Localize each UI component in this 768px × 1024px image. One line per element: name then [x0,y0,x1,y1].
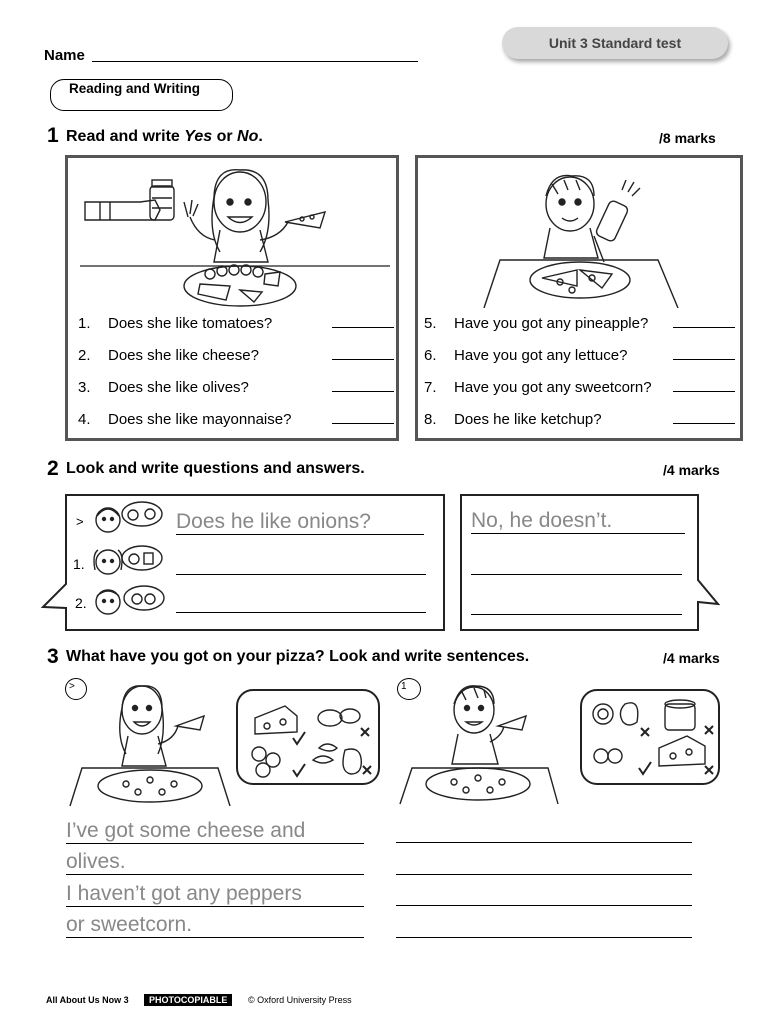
exercise-2-number: 2 [47,457,59,480]
exercise-1-number: 1 [47,124,59,147]
answer-line[interactable] [66,937,364,938]
question-number: 8. [424,411,437,428]
answer-line[interactable] [471,614,682,615]
exercise-1-left-questions [78,315,394,443]
question-row [78,347,394,379]
answer-blank[interactable] [673,423,735,424]
exercise-1-title: Read and write Yes or No. [66,128,263,145]
girl-pizza-illustration [66,680,236,808]
exercise-2-title: Look and write questions and answers. [66,460,365,477]
exercise-3-title: What have you got on your pizza? Look and write sentences. [66,648,530,665]
question-number: 7. [424,379,437,396]
answer-blank[interactable] [673,359,735,360]
example-question-text: Does he like onions? [176,510,371,533]
exercise-1-right-questions [424,315,740,443]
girl-eating-pizza-illustration [80,162,390,310]
exercise-1-right-panel [415,155,743,441]
question-number: 5. [424,315,437,332]
exercise-3-number: 3 [47,645,59,668]
question-text: Have you got any lettuce? [454,347,628,364]
unit-title-badge: Unit 3 Standard test [502,27,728,59]
answer-line[interactable] [396,842,692,843]
name-write-line[interactable] [92,61,418,62]
answer-line[interactable] [396,905,692,906]
example-sentence-line: I haven’t got any peppers [66,882,302,905]
question-row [424,347,740,379]
row-label-1: 1. [73,556,85,572]
exercise-3-marks: /4 marks [663,650,720,666]
question-row [78,411,394,443]
exercise-1-left-panel [65,155,399,441]
left-ingredients-bubble [235,688,381,786]
question-text: Have you got any sweetcorn? [454,379,652,396]
answer-line[interactable] [396,937,692,938]
question-text: Have you got any pineapple? [454,315,649,332]
answer-line[interactable] [396,874,692,875]
answer-blank[interactable] [332,423,394,424]
question-number: 3. [78,379,91,396]
answer-line[interactable] [66,906,364,907]
answer-line[interactable] [66,843,364,844]
answer-blank[interactable] [332,359,394,360]
answer-blank[interactable] [673,391,735,392]
answer-line[interactable] [66,874,364,875]
question-number: 4. [78,411,91,428]
question-text: Does she like cheese? [108,347,259,364]
question-row [424,315,740,347]
question-number: 1. [78,315,91,332]
boy-with-ketchup-illustration [462,166,722,308]
answer-line[interactable] [471,574,682,575]
question-row [424,411,740,443]
answer-line[interactable] [176,574,426,575]
question-row [78,315,394,347]
section-tab-reading-writing: Reading and Writing [50,79,233,111]
answer-blank[interactable] [332,391,394,392]
exercise-1-marks: /8 marks [659,130,716,146]
example-sentence-line: olives. [66,850,126,873]
question-row [78,379,394,411]
item-marker-1: 1 [397,678,421,700]
answer-blank[interactable] [673,327,735,328]
answer-line[interactable] [176,612,426,613]
question-text: Does she like mayonnaise? [108,411,292,428]
question-number: 2. [78,347,91,364]
footer-book-title: All About Us Now 3 [46,995,129,1005]
question-row [424,379,740,411]
question-text: Does she like olives? [108,379,249,396]
question-number: 6. [424,347,437,364]
answer-blank[interactable] [332,327,394,328]
name-label: Name [44,47,85,64]
exercise-2-marks: /4 marks [663,462,720,478]
answer-line[interactable] [176,534,424,535]
photocopiable-badge: PHOTOCOPIABLE [144,994,232,1006]
example-sentence-line: I’ve got some cheese and [66,819,306,842]
row-label-2: 2. [75,595,87,611]
example-marker: > [65,678,87,700]
boy-pizza-illustration [398,680,562,806]
example-sentence-line: or sweetcorn. [66,913,193,936]
question-text: Does she like tomatoes? [108,315,273,332]
example-row-label: > [76,514,84,529]
question-text: Does he like ketchup? [454,411,602,428]
example-answer-text: No, he doesn’t. [471,509,613,532]
right-ingredients-bubble [579,688,721,786]
answer-line[interactable] [471,533,685,534]
footer-copyright: © Oxford University Press [248,995,352,1005]
